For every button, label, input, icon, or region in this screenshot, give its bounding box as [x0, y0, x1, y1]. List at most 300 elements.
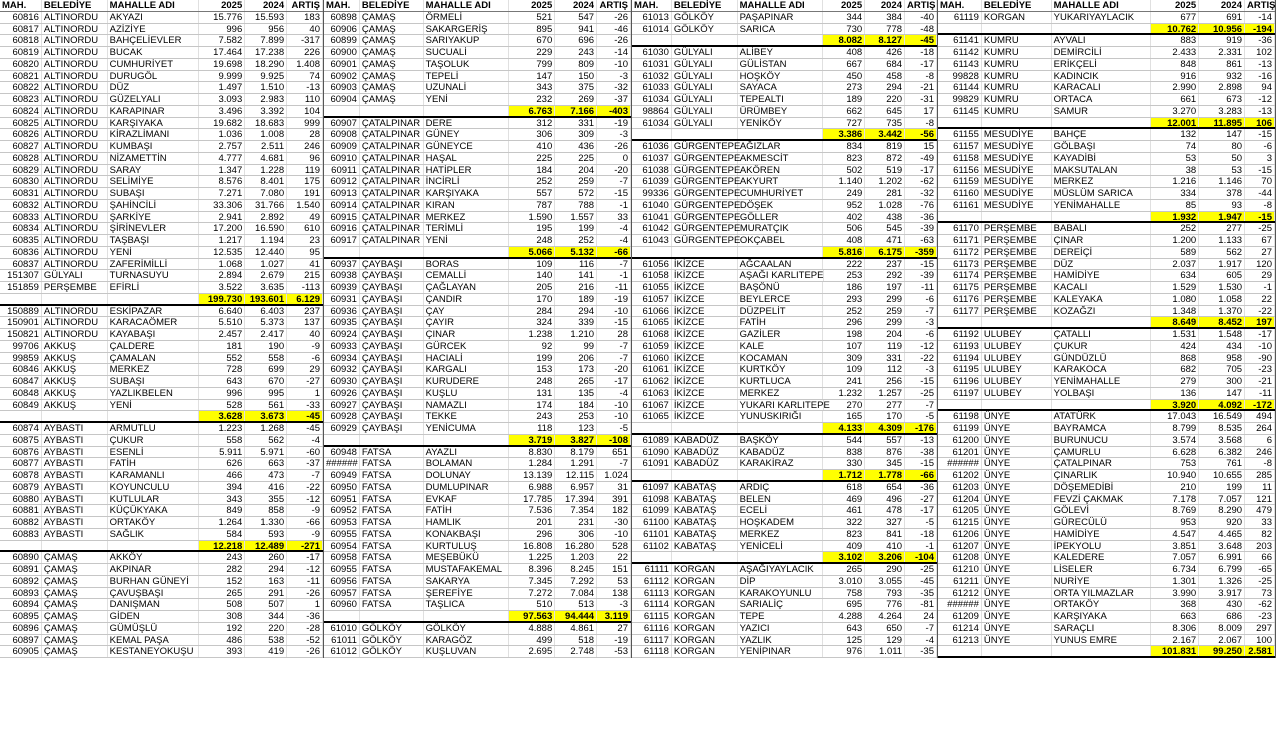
cell-y2025[interactable]: 663: [1151, 611, 1199, 622]
cell-y2024[interactable]: 260: [245, 552, 287, 563]
cell-neighborhood[interactable]: CUMHURİYET: [108, 59, 200, 70]
cell-neighborhood[interactable]: ŞARKİYE: [108, 212, 200, 223]
cell-y2024[interactable]: 438: [865, 212, 905, 223]
cell-code[interactable]: 60832: [0, 200, 42, 211]
cell-diff[interactable]: -16: [1245, 71, 1275, 82]
cell-municipality[interactable]: ÇAMAŞ: [42, 611, 108, 622]
cell-municipality[interactable]: GÜRGENTEPE: [673, 199, 741, 211]
blank-cell[interactable]: [424, 435, 510, 445]
cell-y2025[interactable]: 7.536: [509, 505, 555, 516]
cell-municipality[interactable]: AYBASTI: [42, 529, 108, 540]
total-diff[interactable]: 3.119: [597, 611, 631, 621]
cell-neighborhood[interactable]: KABADÜZ: [738, 447, 824, 458]
cell-y2025[interactable]: 883: [1151, 35, 1199, 46]
cell-municipality[interactable]: ALTINORDU: [42, 141, 108, 152]
cell-code[interactable]: 60911: [324, 165, 360, 176]
cell-y2025[interactable]: 4.288: [823, 611, 865, 622]
cell-code[interactable]: 61203: [938, 482, 982, 493]
cell-diff[interactable]: 29: [1245, 270, 1275, 281]
cell-municipality[interactable]: GÜLYALI: [672, 59, 738, 70]
cell-y2025[interactable]: 1.200: [1151, 235, 1199, 246]
cell-municipality[interactable]: ÜNYE: [982, 564, 1052, 575]
cell-code[interactable]: 61061: [632, 364, 672, 375]
blank-cell[interactable]: [982, 118, 1052, 128]
cell-code[interactable]: 60934: [324, 353, 360, 364]
cell-y2025[interactable]: 408: [823, 235, 865, 246]
cell-diff[interactable]: 67: [1245, 235, 1275, 246]
cell-y2025[interactable]: 140: [509, 270, 555, 281]
cell-code[interactable]: 61142: [938, 47, 982, 58]
cell-neighborhood[interactable]: NURİYE: [1052, 576, 1152, 587]
cell-y2025[interactable]: 5.510: [199, 317, 245, 328]
cell-y2025[interactable]: 730: [823, 24, 865, 35]
cell-diff[interactable]: -62: [1245, 599, 1275, 610]
cell-code[interactable]: 61113: [632, 588, 672, 599]
cell-municipality[interactable]: ÜNYE: [982, 529, 1052, 540]
cell-neighborhood[interactable]: GÜRECÜLÜ: [1052, 517, 1152, 528]
cell-y2025[interactable]: 17.785: [509, 494, 555, 505]
cell-code[interactable]: 60895: [0, 611, 42, 622]
total-y2024[interactable]: 193.601: [245, 294, 287, 304]
cell-y2025[interactable]: 1.232: [823, 388, 865, 399]
cell-y2024[interactable]: 1.330: [245, 517, 287, 528]
cell-municipality[interactable]: İKİZCE: [672, 294, 738, 305]
cell-municipality[interactable]: ÜNYE: [982, 588, 1052, 599]
cell-municipality[interactable]: GÜLYALI: [672, 94, 738, 105]
total-y2024[interactable]: 1.778: [865, 470, 905, 480]
cell-y2024[interactable]: 684: [865, 59, 905, 70]
cell-y2025[interactable]: 787: [509, 200, 555, 211]
cell-diff[interactable]: -13: [287, 82, 323, 93]
cell-y2024[interactable]: 650: [865, 623, 905, 634]
cell-neighborhood[interactable]: KURTKÖY: [738, 364, 824, 375]
cell-y2024[interactable]: 654: [865, 482, 905, 493]
cell-y2024[interactable]: 1.268: [245, 423, 287, 434]
cell-diff[interactable]: 285: [1245, 470, 1275, 481]
cell-diff[interactable]: -26: [597, 12, 631, 23]
cell-code[interactable]: 61063: [632, 388, 672, 399]
cell-diff[interactable]: -14: [1245, 12, 1275, 23]
cell-neighborhood[interactable]: DERE: [424, 118, 510, 129]
cell-code[interactable]: 61206: [938, 529, 982, 540]
cell-code[interactable]: 61062: [632, 376, 672, 387]
cell-y2024[interactable]: 809: [555, 59, 597, 70]
cell-y2024[interactable]: 8.009: [1199, 623, 1245, 634]
cell-neighborhood[interactable]: ÇAVUŞBAŞI: [108, 588, 200, 599]
cell-neighborhood[interactable]: AĞIZLAR: [738, 141, 824, 152]
cell-y2025[interactable]: 410: [509, 141, 555, 152]
cell-code[interactable]: 60952: [324, 505, 360, 516]
cell-neighborhood[interactable]: AKYURT: [738, 176, 824, 187]
blank-cell[interactable]: [42, 541, 108, 551]
blank-cell[interactable]: [108, 294, 200, 304]
total-diff[interactable]: -56: [905, 129, 937, 139]
cell-neighborhood[interactable]: GÜMÜŞLÜ: [108, 623, 200, 634]
cell-y2025[interactable]: 3.574: [1151, 435, 1199, 446]
blank-cell[interactable]: [1052, 118, 1152, 128]
blank-cell[interactable]: [938, 24, 982, 34]
cell-y2024[interactable]: 788: [555, 200, 597, 211]
cell-diff[interactable]: -4: [287, 435, 323, 446]
cell-y2025[interactable]: 1.238: [509, 329, 555, 340]
cell-neighborhood[interactable]: KUTLULAR: [108, 494, 200, 505]
cell-diff[interactable]: -36: [905, 212, 937, 223]
cell-y2024[interactable]: 53: [1199, 165, 1245, 176]
cell-municipality[interactable]: AYBASTI: [42, 494, 108, 505]
cell-neighborhood[interactable]: KOYUNCULU: [108, 482, 200, 493]
cell-diff[interactable]: 28: [597, 329, 631, 340]
cell-diff[interactable]: -60: [287, 447, 323, 458]
cell-y2024[interactable]: 331: [865, 353, 905, 364]
cell-y2024[interactable]: 673: [1199, 94, 1245, 105]
cell-code[interactable]: 61156: [938, 165, 982, 176]
cell-y2024[interactable]: 147: [1199, 129, 1245, 140]
total-y2024[interactable]: 8.127: [865, 35, 905, 45]
cell-y2024[interactable]: 663: [245, 458, 287, 469]
total-y2025[interactable]: 3.920: [1151, 400, 1199, 410]
cell-code[interactable]: 150901: [0, 317, 42, 328]
cell-diff[interactable]: 28: [287, 129, 323, 140]
cell-municipality[interactable]: ÇAMAŞ: [42, 623, 108, 634]
cell-municipality[interactable]: ÇAYBAŞI: [360, 388, 424, 399]
cell-diff[interactable]: 40: [287, 329, 323, 340]
cell-diff[interactable]: -15: [597, 317, 631, 328]
header-municipality[interactable]: BELEDİYE: [672, 0, 738, 11]
cell-municipality[interactable]: ULUBEY: [982, 341, 1052, 352]
cell-code[interactable]: 61036: [632, 141, 672, 152]
cell-code[interactable]: 60828: [0, 153, 42, 164]
cell-y2025[interactable]: 19.698: [199, 59, 245, 70]
cell-neighborhood[interactable]: CEMALLİ: [424, 270, 510, 281]
cell-neighborhood[interactable]: BAŞÖNÜ: [738, 282, 824, 293]
cell-municipality[interactable]: ALTINORDU: [42, 35, 108, 46]
cell-neighborhood[interactable]: ORTA YILMAZLAR: [1052, 588, 1152, 599]
cell-y2025[interactable]: 109: [509, 259, 555, 270]
cell-municipality[interactable]: ÜNYE: [982, 435, 1052, 446]
cell-neighborhood[interactable]: BORAS: [424, 259, 510, 270]
cell-neighborhood[interactable]: AYAZLI: [424, 447, 510, 458]
cell-municipality[interactable]: ALTINORDU: [42, 165, 108, 176]
cell-neighborhood[interactable]: YUKARI KARLITEPE: [739, 399, 830, 411]
blank-cell[interactable]: [672, 247, 738, 257]
cell-neighborhood[interactable]: YENİ: [424, 235, 510, 246]
cell-neighborhood[interactable]: SARIALİÇ: [738, 599, 824, 610]
cell-y2025[interactable]: 486: [199, 635, 245, 646]
cell-y2025[interactable]: 584: [199, 529, 245, 540]
cell-y2024[interactable]: 778: [865, 24, 905, 35]
blank-cell[interactable]: [0, 294, 42, 304]
cell-code[interactable]: 60926: [324, 388, 360, 399]
cell-y2024[interactable]: 7.084: [555, 588, 597, 599]
cell-municipality[interactable]: GÖLKÖY: [672, 24, 738, 35]
cell-code[interactable]: 61174: [938, 270, 982, 281]
blank-cell[interactable]: [738, 35, 824, 45]
cell-y2024[interactable]: 793: [865, 588, 905, 599]
cell-neighborhood[interactable]: HOŞKÖY: [738, 71, 824, 82]
cell-neighborhood[interactable]: ÇAMURLU: [1052, 447, 1152, 458]
total-y2025[interactable]: 6.763: [509, 106, 555, 116]
cell-municipality[interactable]: GÜLYALI: [672, 106, 738, 117]
cell-code[interactable]: 60829: [0, 165, 42, 176]
cell-diff[interactable]: -26: [597, 141, 631, 152]
cell-diff[interactable]: -12: [1245, 94, 1275, 105]
cell-y2024[interactable]: 8.179: [555, 447, 597, 458]
cell-y2024[interactable]: 2.511: [245, 141, 287, 152]
cell-diff[interactable]: -15: [1245, 129, 1275, 140]
cell-diff[interactable]: 3: [1245, 153, 1275, 164]
cell-y2024[interactable]: 135: [555, 388, 597, 399]
cell-y2024[interactable]: 290: [865, 564, 905, 575]
cell-diff[interactable]: 17: [905, 106, 937, 117]
cell-y2024[interactable]: 9.925: [245, 71, 287, 82]
cell-y2025[interactable]: 618: [823, 482, 865, 493]
header-y2024[interactable]: 2024: [865, 0, 905, 11]
cell-code[interactable]: 61200: [938, 435, 982, 446]
cell-neighborhood[interactable]: DEMİRCİLİ: [1052, 47, 1152, 58]
cell-diff[interactable]: -4: [597, 223, 631, 234]
cell-municipality[interactable]: FATSA: [360, 447, 424, 458]
cell-municipality[interactable]: PERŞEMBE: [42, 282, 108, 293]
cell-y2025[interactable]: 205: [509, 282, 555, 293]
cell-diff[interactable]: 182: [597, 505, 631, 516]
cell-diff[interactable]: -90: [1245, 353, 1275, 364]
cell-y2025[interactable]: 9.999: [199, 71, 245, 82]
cell-neighborhood[interactable]: DÜZPELİT: [738, 306, 824, 317]
cell-neighborhood[interactable]: MERKEZ: [108, 364, 200, 375]
cell-municipality[interactable]: KORGAN: [672, 576, 738, 587]
cell-neighborhood[interactable]: KAYABAŞI: [108, 329, 200, 340]
cell-diff[interactable]: -62: [905, 176, 937, 187]
blank-cell[interactable]: [424, 611, 510, 621]
cell-y2025[interactable]: 394: [199, 482, 245, 493]
cell-y2024[interactable]: 197: [865, 282, 905, 293]
total-diff[interactable]: 106: [1245, 118, 1275, 128]
cell-municipality[interactable]: ÇAYBAŞI: [360, 329, 424, 340]
cell-y2025[interactable]: 147: [509, 71, 555, 82]
cell-neighborhood[interactable]: EFİRLİ: [108, 282, 200, 293]
cell-diff[interactable]: -45: [287, 423, 323, 434]
cell-code[interactable]: 60820: [0, 59, 42, 70]
cell-neighborhood[interactable]: ÇAYIR: [424, 317, 510, 328]
cell-municipality[interactable]: İKİZCE: [672, 411, 738, 422]
blank-cell[interactable]: [1052, 212, 1152, 222]
cell-y2025[interactable]: 552: [199, 353, 245, 364]
cell-municipality[interactable]: ALTINORDU: [42, 317, 108, 328]
cell-y2025[interactable]: 5.911: [199, 447, 245, 458]
cell-diff[interactable]: -10: [597, 400, 631, 411]
cell-y2025[interactable]: 2.941: [199, 212, 245, 223]
cell-neighborhood[interactable]: BEYLERCE: [738, 294, 824, 305]
cell-municipality[interactable]: FATSA: [360, 541, 424, 552]
cell-diff[interactable]: -317: [287, 35, 323, 46]
cell-y2025[interactable]: 306: [509, 129, 555, 140]
cell-y2025[interactable]: 849: [199, 505, 245, 516]
total-y2024[interactable]: 6.175: [865, 247, 905, 257]
cell-neighborhood[interactable]: GİDEN: [108, 611, 200, 622]
cell-neighborhood[interactable]: ÇATALLI: [1052, 329, 1152, 340]
cell-y2025[interactable]: 4.777: [199, 153, 245, 164]
cell-code[interactable]: 61194: [938, 353, 982, 364]
cell-y2025[interactable]: 282: [199, 564, 245, 575]
cell-municipality[interactable]: ÇAMAŞ: [360, 35, 424, 46]
cell-neighborhood[interactable]: ÇANDIR: [424, 294, 510, 305]
cell-municipality[interactable]: İKİZCE: [672, 282, 738, 293]
cell-y2024[interactable]: 8.535: [1199, 423, 1245, 434]
cell-diff[interactable]: 119: [287, 165, 323, 176]
cell-y2024[interactable]: 50: [1199, 153, 1245, 164]
cell-diff[interactable]: -10: [597, 59, 631, 70]
total-y2025[interactable]: 5.066: [509, 247, 555, 257]
cell-y2025[interactable]: 8.799: [1151, 423, 1199, 434]
cell-code[interactable]: 61102: [632, 541, 672, 552]
cell-neighborhood[interactable]: KURTULUŞ: [424, 541, 510, 552]
cell-municipality[interactable]: ALTINORDU: [42, 129, 108, 140]
cell-y2024[interactable]: 253: [555, 411, 597, 422]
cell-diff[interactable]: 40: [287, 24, 323, 35]
cell-neighborhood[interactable]: ESENLİ: [108, 447, 200, 458]
cell-neighborhood[interactable]: MUSTAFAKEMAL: [424, 564, 510, 575]
cell-code[interactable]: 61037: [632, 153, 672, 164]
cell-y2025[interactable]: 296: [509, 529, 555, 540]
cell-code[interactable]: 61199: [938, 423, 982, 434]
cell-municipality[interactable]: İKİZCE: [672, 341, 738, 352]
cell-code[interactable]: 99706: [0, 341, 42, 352]
cell-municipality[interactable]: ALTINORDU: [42, 106, 108, 117]
cell-diff[interactable]: -17: [905, 59, 937, 70]
cell-municipality[interactable]: GÖLKÖY: [360, 646, 424, 657]
cell-code[interactable]: 60908: [324, 129, 360, 140]
blank-cell[interactable]: [632, 247, 672, 257]
cell-code[interactable]: 61059: [632, 341, 672, 352]
cell-diff[interactable]: -31: [905, 94, 937, 105]
cell-code[interactable]: 61118: [632, 646, 672, 657]
cell-code[interactable]: 60899: [324, 35, 360, 46]
cell-y2024[interactable]: 129: [865, 635, 905, 646]
cell-municipality[interactable]: ÜNYE: [982, 458, 1052, 469]
cell-diff[interactable]: -19: [597, 294, 631, 305]
cell-y2025[interactable]: 402: [823, 212, 865, 223]
cell-municipality[interactable]: GÜLYALI: [672, 82, 738, 93]
cell-y2025[interactable]: 16.808: [509, 541, 555, 552]
cell-municipality[interactable]: ÇATALPINAR: [360, 141, 424, 152]
cell-municipality[interactable]: GÜRGENTEPE: [673, 164, 741, 176]
cell-neighborhood[interactable]: KÜÇÜKYAKA: [108, 505, 200, 516]
cell-y2024[interactable]: 6.403: [245, 306, 287, 317]
cell-y2024[interactable]: 12.115: [555, 470, 597, 481]
cell-diff[interactable]: -44: [1245, 188, 1275, 199]
cell-code[interactable]: 60835: [0, 235, 42, 246]
cell-y2025[interactable]: 1.140: [823, 176, 865, 187]
cell-y2025[interactable]: 296: [823, 317, 865, 328]
cell-diff[interactable]: -9: [287, 341, 323, 352]
cell-municipality[interactable]: GÜRGENTEPE: [673, 176, 741, 188]
cell-diff[interactable]: -7: [597, 341, 631, 352]
cell-diff[interactable]: -53: [597, 646, 631, 657]
cell-y2024[interactable]: 16.549: [1199, 411, 1245, 422]
cell-code[interactable]: 60905: [0, 646, 42, 657]
cell-municipality[interactable]: İKİZCE: [672, 259, 738, 270]
cell-code[interactable]: 60893: [0, 588, 42, 599]
cell-diff[interactable]: -6: [1245, 141, 1275, 152]
cell-diff[interactable]: 215: [287, 270, 323, 281]
cell-y2024[interactable]: 4.465: [1199, 529, 1245, 540]
cell-code[interactable]: 60821: [0, 71, 42, 82]
cell-municipality[interactable]: KUMRU: [982, 106, 1052, 117]
cell-municipality[interactable]: İKİZCE: [672, 317, 738, 328]
blank-cell[interactable]: [738, 470, 824, 480]
cell-y2025[interactable]: 192: [199, 623, 245, 634]
cell-code[interactable]: 60924: [324, 329, 360, 340]
cell-y2025[interactable]: 109: [823, 364, 865, 375]
cell-y2025[interactable]: 2.037: [1151, 259, 1199, 270]
cell-y2025[interactable]: 953: [1151, 517, 1199, 528]
cell-diff[interactable]: -3: [597, 129, 631, 140]
total-y2025[interactable]: 3.102: [823, 552, 865, 562]
cell-y2024[interactable]: 995: [245, 388, 287, 399]
cell-diff[interactable]: 1.024: [597, 470, 631, 481]
cell-diff[interactable]: -12: [905, 341, 937, 352]
cell-neighborhood[interactable]: DÖŞEMEDİBİ: [1052, 482, 1152, 493]
cell-diff[interactable]: -32: [905, 188, 937, 199]
cell-diff[interactable]: -7: [905, 623, 937, 634]
cell-y2024[interactable]: 557: [865, 435, 905, 446]
cell-neighborhood[interactable]: TEPELİ: [424, 71, 510, 82]
cell-y2024[interactable]: 538: [245, 635, 287, 646]
cell-diff[interactable]: 528: [597, 541, 631, 552]
cell-neighborhood[interactable]: TAŞOLUK: [424, 59, 510, 70]
cell-y2024[interactable]: 375: [555, 82, 597, 93]
cell-diff[interactable]: -22: [905, 353, 937, 364]
cell-municipality[interactable]: ÇAMAŞ: [42, 564, 108, 575]
cell-neighborhood[interactable]: KARŞIYAKA: [108, 118, 200, 129]
cell-diff[interactable]: -9: [287, 529, 323, 540]
cell-neighborhood[interactable]: DÜZ: [108, 82, 200, 93]
cell-diff[interactable]: -15: [905, 376, 937, 387]
total-diff[interactable]: -66: [597, 247, 631, 257]
total-diff[interactable]: -45: [905, 35, 937, 45]
cell-code[interactable]: 60876: [0, 447, 42, 458]
cell-diff[interactable]: 110: [287, 94, 323, 105]
cell-municipality[interactable]: İKİZCE: [672, 353, 738, 364]
cell-neighborhood[interactable]: MÜSLÜM SARICA: [1052, 188, 1152, 199]
cell-neighborhood[interactable]: ARMUTLU: [108, 423, 200, 434]
cell-neighborhood[interactable]: SUCUALİ: [424, 47, 510, 58]
cell-neighborhood[interactable]: BAYRAMCA: [1052, 423, 1152, 434]
total-y2024[interactable]: 12.489: [245, 541, 287, 551]
cell-municipality[interactable]: GÜLYALI: [42, 270, 108, 281]
cell-y2025[interactable]: 499: [509, 635, 555, 646]
cell-y2024[interactable]: 861: [1199, 59, 1245, 70]
cell-code[interactable]: 60904: [324, 94, 360, 105]
cell-municipality[interactable]: ÇATALPINAR: [360, 176, 424, 187]
cell-diff[interactable]: 31: [597, 482, 631, 493]
cell-diff[interactable]: -113: [287, 282, 323, 293]
cell-y2024[interactable]: 496: [865, 494, 905, 505]
cell-diff[interactable]: -21: [1245, 376, 1275, 387]
cell-code[interactable]: 61205: [938, 505, 982, 516]
cell-diff[interactable]: -9: [287, 505, 323, 516]
cell-code[interactable]: 99859: [0, 353, 42, 364]
cell-y2024[interactable]: 7.057: [1199, 494, 1245, 505]
cell-neighborhood[interactable]: ZAFERİMİLLİ: [108, 259, 200, 270]
cell-y2025[interactable]: 409: [823, 541, 865, 552]
cell-y2024[interactable]: 294: [245, 564, 287, 575]
cell-code[interactable]: 61058: [632, 270, 672, 281]
blank-cell[interactable]: [938, 317, 982, 327]
cell-code[interactable]: 60827: [0, 141, 42, 152]
cell-code[interactable]: 61212: [938, 588, 982, 599]
cell-y2025[interactable]: 753: [1151, 458, 1199, 469]
